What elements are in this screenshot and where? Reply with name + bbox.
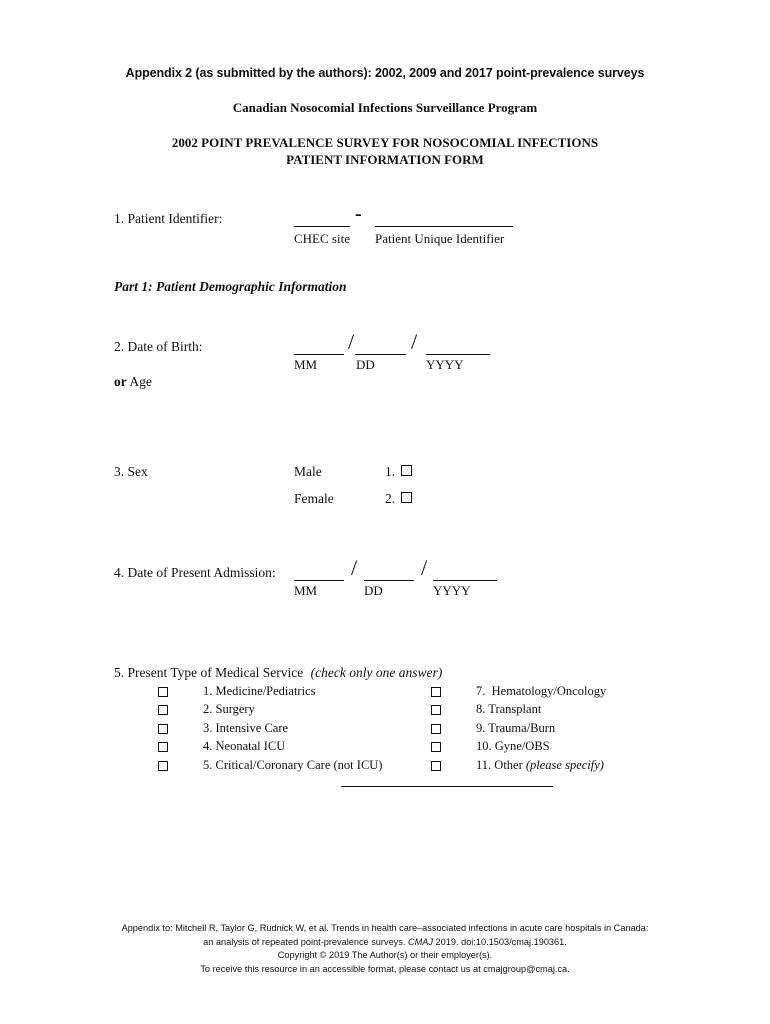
sex-female-number: 2. — [385, 491, 396, 506]
service-10-label: 10. Gyne/OBS — [476, 739, 550, 753]
admission-slash-1: / — [351, 555, 358, 580]
appendix-title: Appendix 2 (as submitted by the authors): 2002, 2009 and 2017 point-prevalence surveys — [125, 66, 645, 80]
sex-female-label: Female — [294, 491, 334, 506]
birth-year-field[interactable] — [426, 354, 490, 355]
medical-service-label: 5. Present Type of Medical Service — [114, 665, 304, 680]
service-11-label — [476, 758, 604, 773]
service-10-checkbox[interactable] — [431, 742, 441, 752]
service-8-checkbox[interactable] — [431, 705, 441, 715]
sex-male-checkbox[interactable] — [401, 465, 412, 476]
service-8-label: 8. Transplant — [476, 702, 542, 716]
service-2-checkbox[interactable] — [158, 705, 168, 715]
service-1-label: 1. Medicine/Pediatrics — [203, 684, 316, 698]
form-title — [0, 134, 770, 168]
service-9-checkbox[interactable] — [431, 724, 441, 734]
admission-dd-caption: DD — [364, 583, 383, 598]
birth-yyyy-caption: YYYY — [426, 357, 464, 372]
admission-month-field[interactable] — [294, 580, 344, 581]
program-title: Canadian Nosocomial Infections Surveillance Program — [232, 100, 538, 115]
medical-service-instruction: (check only one answer) — [310, 665, 443, 680]
form-title-line1: 2002 POINT PREVALENCE SURVEY FOR NOSOCOMIAL INFECTIONS — [171, 135, 599, 150]
admission-mm-caption: MM — [294, 583, 318, 598]
sex-label: 3. Sex — [114, 464, 148, 479]
service-11-other: 11. Other — [476, 758, 526, 772]
chec-site-field[interactable] — [294, 226, 350, 227]
sex-female-option — [385, 491, 412, 507]
footer-journal: CMAJ — [407, 936, 433, 947]
age-word: Age — [126, 374, 152, 389]
admission-year-field[interactable] — [433, 580, 497, 581]
footer-citation-line1: Appendix to: Mitchell R, Taylor G, Rudnick W, et al. Trends in health care–associated infections in acute care hospitals in Canada: — [121, 923, 649, 933]
patient-unique-identifier-caption: Patient Unique Identifier — [375, 231, 505, 246]
sex-female-checkbox[interactable] — [401, 492, 412, 503]
admission-date-label: 4. Date of Present Admission: — [114, 565, 276, 580]
sex-male-option — [385, 464, 412, 480]
other-specify-field[interactable] — [341, 786, 553, 787]
service-2-label: 2. Surgery — [203, 702, 255, 716]
admission-slash-2: / — [421, 555, 428, 580]
date-of-birth-label: 2. Date of Birth: — [114, 339, 203, 354]
patient-unique-identifier-field[interactable] — [375, 226, 513, 227]
service-9-label: 9. Trauma/Burn — [476, 721, 556, 735]
or-word: or — [114, 374, 127, 389]
footer-citation-part-a: an analysis of repeated point-prevalence surveys. — [203, 936, 408, 947]
service-5-label: 5. Critical/Coronary Care (not ICU) — [203, 758, 383, 772]
service-4-label: 4. Neonatal ICU — [203, 739, 286, 753]
sex-male-number: 1. — [385, 464, 396, 479]
footer-citation-part-b: 2019. doi:10.1503/cmaj.190361. — [432, 936, 567, 947]
age-label — [114, 374, 152, 390]
birth-day-field[interactable] — [355, 354, 406, 355]
service-7-checkbox[interactable] — [431, 687, 441, 697]
service-11-specify: (please specify) — [525, 758, 604, 772]
service-4-checkbox[interactable] — [158, 742, 168, 752]
service-1-checkbox[interactable] — [158, 687, 168, 697]
service-7-label: 7. Hematology/Oncology — [476, 684, 607, 698]
form-title-line2: PATIENT INFORMATION FORM — [286, 152, 484, 167]
service-3-checkbox[interactable] — [158, 724, 168, 734]
admission-yyyy-caption: YYYY — [433, 583, 471, 598]
medical-service-question — [114, 665, 442, 681]
identifier-dash: - — [355, 203, 362, 225]
footer-citation-line2 — [0, 936, 770, 950]
service-3-label: 3. Intensive Care — [203, 721, 289, 735]
birth-slash-2: / — [411, 329, 418, 354]
birth-month-field[interactable] — [294, 354, 344, 355]
service-11-checkbox[interactable] — [431, 761, 441, 771]
footer-copyright: Copyright © 2019 The Author(s) or their employer(s). — [277, 950, 493, 960]
birth-mm-caption: MM — [294, 357, 318, 372]
footer — [0, 922, 770, 976]
footer-contact: To receive this resource in an accessible format, please contact us at cmajgroup@cmaj.ca. — [200, 963, 570, 974]
birth-dd-caption: DD — [356, 357, 375, 372]
part1-heading: Part 1: Patient Demographic Information — [114, 279, 347, 294]
chec-site-caption: CHEC site — [294, 231, 350, 246]
birth-slash-1: / — [348, 329, 355, 354]
admission-day-field[interactable] — [364, 580, 414, 581]
patient-identifier-label: 1. Patient Identifier: — [114, 211, 223, 226]
sex-male-label: Male — [294, 464, 322, 479]
service-5-checkbox[interactable] — [158, 761, 168, 771]
